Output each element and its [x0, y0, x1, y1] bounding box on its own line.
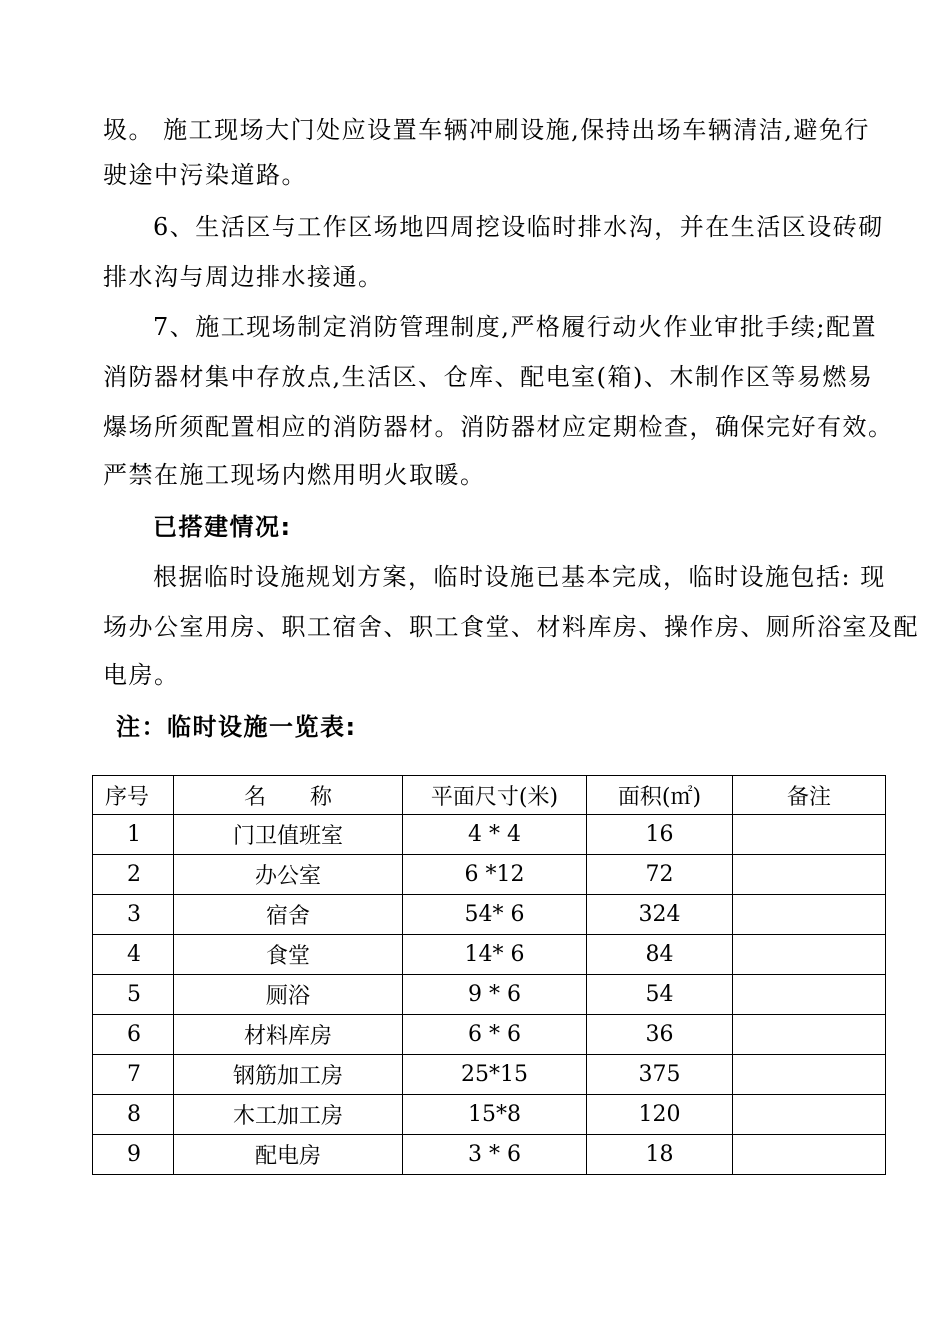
table-row — [93, 815, 886, 855]
cell-name: 钢筋加工房 — [174, 1055, 403, 1095]
cell-remarks — [733, 1095, 886, 1135]
table-header-row — [93, 776, 886, 815]
cell-remarks — [733, 1055, 886, 1095]
cell-dimensions: 9 * 6 — [403, 975, 587, 1015]
header-index: 序号 — [93, 776, 174, 815]
paragraph-4-line-2: 场办公室用房、职工宿舍、职工食堂、材料库房、操作房、厕所浴室及配 — [103, 613, 919, 641]
header-dimensions: 平面尺寸(米) — [403, 776, 587, 815]
cell-index: 6 — [93, 1015, 174, 1055]
cell-remarks — [733, 935, 886, 975]
cell-dimensions: 4 * 4 — [403, 815, 587, 855]
table-row — [93, 895, 886, 935]
cell-index: 3 — [93, 895, 174, 935]
table-row — [93, 975, 886, 1015]
table-caption: 注：临时设施一览表: — [116, 713, 357, 741]
cell-remarks — [733, 1015, 886, 1055]
cell-index: 9 — [93, 1135, 174, 1175]
cell-name: 配电房 — [174, 1135, 403, 1175]
cell-area: 54 — [587, 975, 733, 1015]
paragraph-3-line-1: 7、施工现场制定消防管理制度,严格履行动火作业审批手续;配置 — [153, 313, 877, 341]
cell-index: 4 — [93, 935, 174, 975]
cell-area: 120 — [587, 1095, 733, 1135]
cell-index: 5 — [93, 975, 174, 1015]
cell-remarks — [733, 975, 886, 1015]
paragraph-2-line-1: 6、生活区与工作区场地四周挖设临时排水沟，并在生活区设砖砌 — [153, 213, 884, 241]
cell-dimensions: 6 * 6 — [403, 1015, 587, 1055]
paragraph-1-line-1: 圾。 施工现场大门处应设置车辆冲刷设施,保持出场车辆清洁,避免行 — [103, 116, 870, 144]
table-row — [93, 1055, 886, 1095]
cell-remarks — [733, 815, 886, 855]
paragraph-4-line-3: 电房。 — [103, 661, 180, 689]
paragraph-2-line-2: 排水沟与周边排水接通。 — [103, 263, 384, 291]
section-heading-built: 已搭建情况: — [153, 513, 292, 541]
table-row — [93, 1015, 886, 1055]
header-remarks: 备注 — [733, 776, 886, 815]
cell-name: 办公室 — [174, 855, 403, 895]
cell-area: 375 — [587, 1055, 733, 1095]
paragraph-3-line-3: 爆场所须配置相应的消防器材。消防器材应定期检查，确保完好有效。 — [103, 413, 894, 441]
cell-name: 厕浴 — [174, 975, 403, 1015]
header-area: 面积(㎡) — [587, 776, 733, 815]
cell-area: 16 — [587, 815, 733, 855]
table-row — [93, 855, 886, 895]
paragraph-3-line-4: 严禁在施工现场内燃用明火取暖。 — [103, 461, 486, 489]
cell-index: 8 — [93, 1095, 174, 1135]
table-row — [93, 1135, 886, 1175]
paragraph-1-line-2: 驶途中污染道路。 — [103, 161, 307, 189]
cell-area: 84 — [587, 935, 733, 975]
cell-area: 18 — [587, 1135, 733, 1175]
cell-dimensions: 25*15 — [403, 1055, 587, 1095]
cell-remarks — [733, 895, 886, 935]
cell-name: 宿舍 — [174, 895, 403, 935]
paragraph-4-line-1: 根据临时设施规划方案，临时设施已基本完成，临时设施包括: 现 — [153, 563, 886, 591]
cell-name: 食堂 — [174, 935, 403, 975]
cell-index: 2 — [93, 855, 174, 895]
cell-name: 门卫值班室 — [174, 815, 403, 855]
facilities-table — [92, 775, 886, 1175]
paragraph-3-line-2: 消防器材集中存放点,生活区、仓库、配电室(箱)、木制作区等易燃易 — [103, 363, 874, 391]
cell-dimensions: 3 * 6 — [403, 1135, 587, 1175]
cell-area: 324 — [587, 895, 733, 935]
cell-area: 72 — [587, 855, 733, 895]
cell-name: 木工加工房 — [174, 1095, 403, 1135]
cell-index: 1 — [93, 815, 174, 855]
cell-remarks — [733, 855, 886, 895]
cell-area: 36 — [587, 1015, 733, 1055]
cell-name: 材料库房 — [174, 1015, 403, 1055]
cell-dimensions: 14* 6 — [403, 935, 587, 975]
cell-dimensions: 15*8 — [403, 1095, 587, 1135]
header-name: 名 称 — [174, 776, 403, 815]
cell-dimensions: 54* 6 — [403, 895, 587, 935]
table-row — [93, 1095, 886, 1135]
cell-dimensions: 6 *12 — [403, 855, 587, 895]
cell-remarks — [733, 1135, 886, 1175]
cell-index: 7 — [93, 1055, 174, 1095]
table-row — [93, 935, 886, 975]
